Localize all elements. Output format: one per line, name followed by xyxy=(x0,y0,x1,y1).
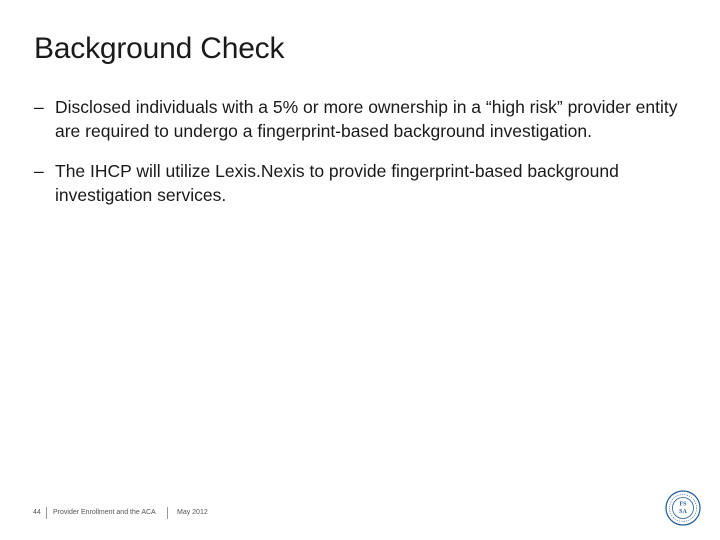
bullet-item xyxy=(34,159,694,207)
bullet-list xyxy=(34,95,694,223)
svg-text:FS: FS xyxy=(679,501,687,508)
svg-text:SA: SA xyxy=(679,509,687,515)
bullet-item xyxy=(34,95,694,143)
bullet-dash: – xyxy=(34,161,44,181)
bullet-text: Disclosed individuals with a 5% or more ownership in a “high risk” provider entity are required to undergo a fingerprint-based background investigation. xyxy=(55,97,678,141)
fssa-seal-icon xyxy=(665,490,701,526)
footer-presentation-title: Provider Enrollment and the ACA xyxy=(53,509,156,516)
bullet-dash: – xyxy=(34,97,44,117)
footer-divider xyxy=(46,507,47,519)
page-number: 44 xyxy=(33,509,41,516)
bullet-text: The IHCP will utilize Lexis.Nexis to provide fingerprint-based background investigation services. xyxy=(55,161,619,205)
slide-title: Background Check xyxy=(34,32,285,65)
footer-divider xyxy=(167,507,168,519)
footer-date: May 2012 xyxy=(177,509,208,516)
